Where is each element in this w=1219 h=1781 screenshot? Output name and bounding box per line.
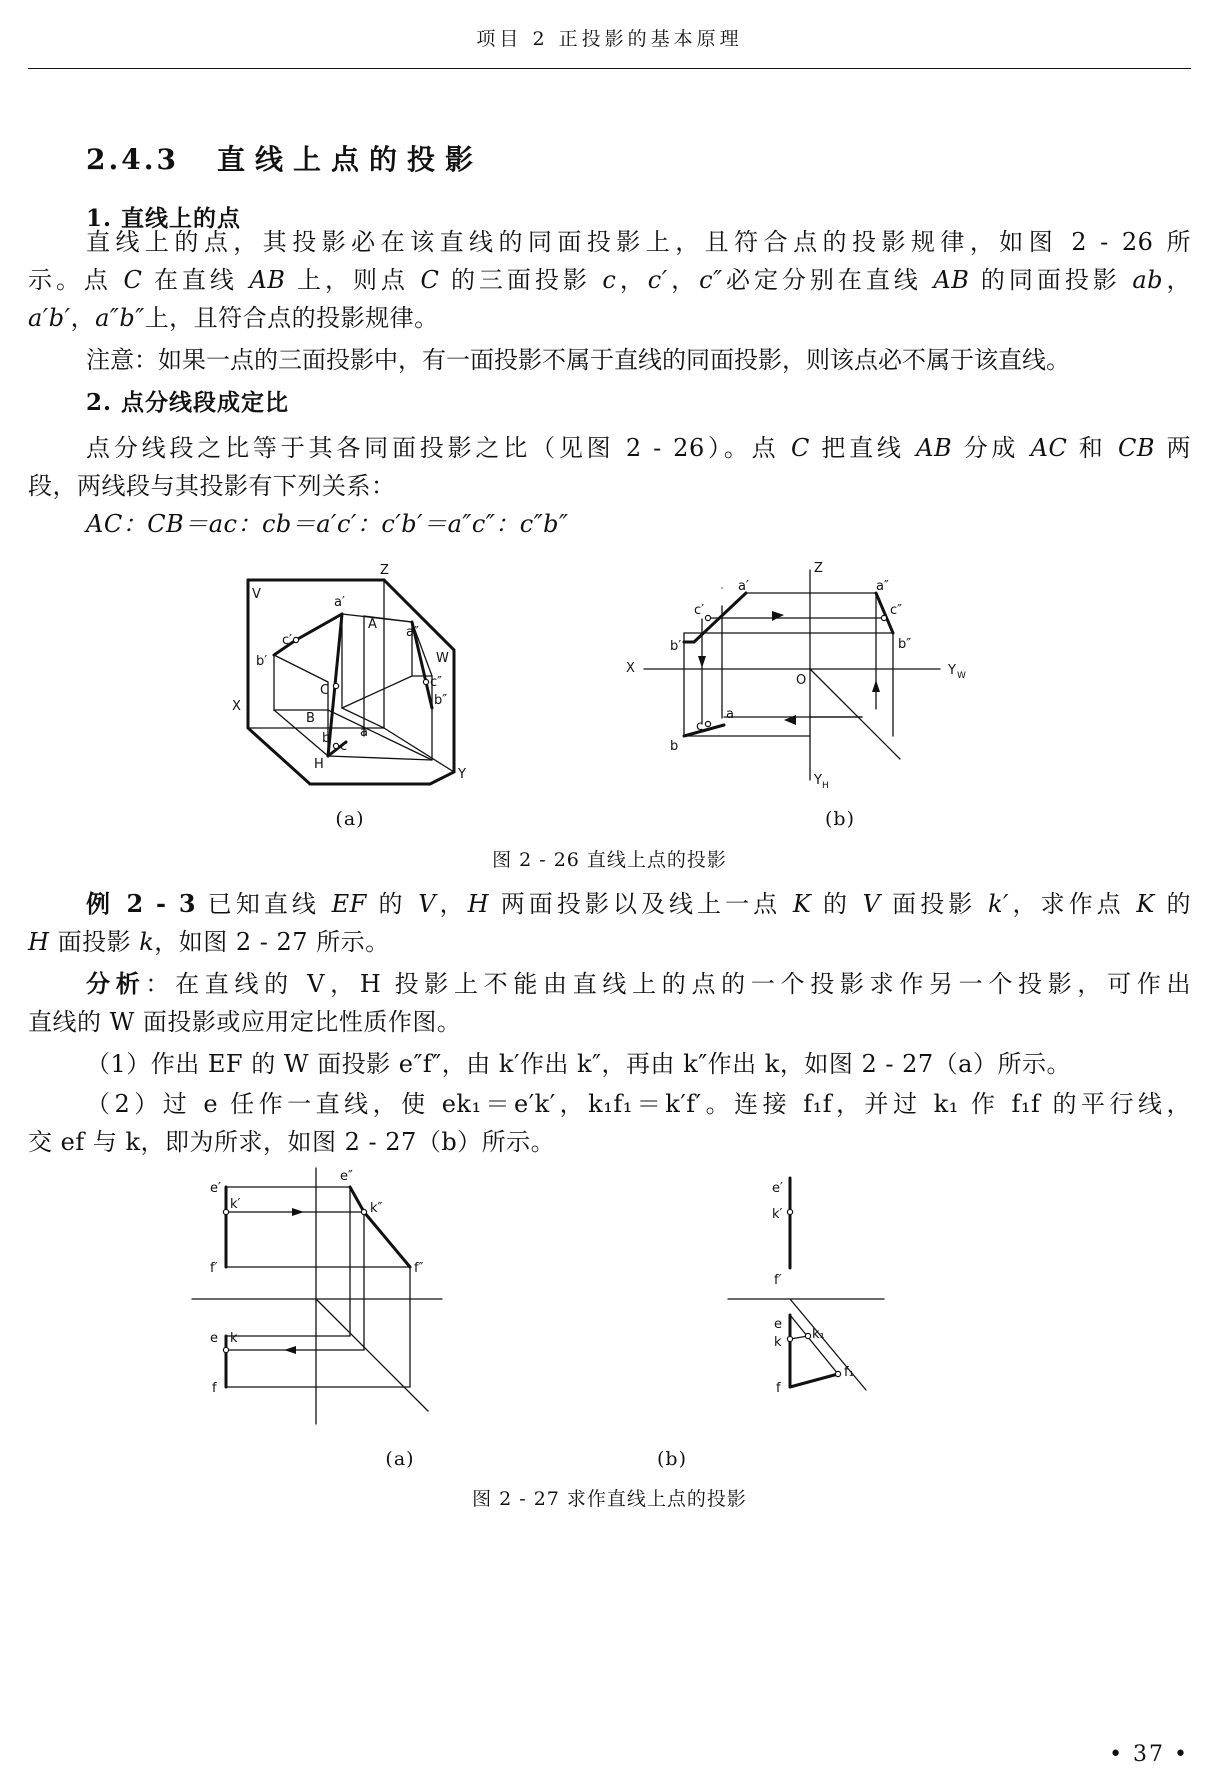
fig27-sub-b: (b) xyxy=(657,1448,687,1470)
section-number: 2.4.3 xyxy=(86,143,179,176)
figure-2-26-b xyxy=(614,560,974,800)
fig27-sub-a: (a) xyxy=(385,1448,415,1470)
svg-text:c″: c″ xyxy=(890,603,903,618)
svg-text:Z: Z xyxy=(380,563,389,578)
svg-text:b: b xyxy=(670,739,679,754)
svg-text:k″: k″ xyxy=(370,1201,383,1216)
subheading-1: 1. 直线上的点 xyxy=(86,205,242,232)
svg-text:c″: c″ xyxy=(430,675,443,690)
svg-text:Y: Y xyxy=(948,663,956,678)
svg-text:k′: k′ xyxy=(772,1207,783,1222)
svg-text:f′: f′ xyxy=(210,1261,218,1276)
example-line1: 例 2 - 3 已知直线 EF 的 V，H 两面投影以及线上一点 K 的 V 面投影 k′，求作点 K 的 xyxy=(86,889,1191,918)
step-2-line1: （2）过 e 任作一直线，使 ek₁＝e′k′，k₁f₁＝k′f′。连接 f₁f，并过 k₁ 作 f₁f 的平行线， xyxy=(86,1090,1191,1118)
figure-2-27-a xyxy=(188,1160,458,1434)
fig27-caption: 图 2 - 27 求作直线上点的投影 xyxy=(472,1488,747,1510)
svg-text:e: e xyxy=(774,1317,782,1332)
svg-text:c′: c′ xyxy=(694,603,705,618)
svg-text:c: c xyxy=(340,739,348,754)
svg-text:k: k xyxy=(774,1335,782,1350)
figure-2-26-a xyxy=(232,560,506,800)
svg-text:A: A xyxy=(368,617,377,632)
example-line2: H 面投影 k，如图 2 - 27 所示。 xyxy=(28,928,390,956)
w-projection-construction-diagram xyxy=(188,1160,458,1430)
ratio-construction-diagram xyxy=(716,1160,896,1430)
subheading-2: 2. 点分线段成定比 xyxy=(86,389,290,416)
svg-text:Y: Y xyxy=(814,773,822,788)
svg-text:c: c xyxy=(696,719,704,734)
svg-text:e″: e″ xyxy=(340,1169,353,1184)
svg-text:e′: e′ xyxy=(210,1181,221,1196)
note: 注意：如果一点的三面投影中，有一面投影不属于直线的同面投影，则该点必不属于该直线。 xyxy=(86,346,1070,374)
step-1: （1）作出 EF 的 W 面投影 e″f″，由 k′作出 k″，再由 k″作出 k，如图 2 - 27（a）所示。 xyxy=(86,1050,1071,1078)
figure-2-27-b xyxy=(716,1160,896,1434)
analysis-line1: 分析：在直线的 V，H 投影上不能由直线上的点的一个投影求作另一个投影，可作出 xyxy=(86,969,1191,998)
svg-text:H: H xyxy=(314,757,324,772)
step-2-line2: 交 ef 与 k，即为所求，如图 2 - 27（b）所示。 xyxy=(28,1128,556,1156)
svg-text:f″: f″ xyxy=(414,1261,424,1276)
svg-text:W: W xyxy=(957,671,966,681)
header-rule xyxy=(28,68,1191,69)
svg-text:a: a xyxy=(726,707,734,722)
svg-text:b′: b′ xyxy=(256,654,268,669)
fig26-caption: 图 2 - 26 直线上点的投影 xyxy=(492,849,727,871)
svg-text:e′: e′ xyxy=(772,1181,783,1196)
svg-text:a: a xyxy=(360,725,368,740)
svg-text:b′: b′ xyxy=(670,639,682,654)
svg-text:f: f xyxy=(776,1381,781,1396)
p1-line2: 示。点 C 在直线 AB 上，则点 C 的三面投影 c，c′，c″必定分别在直线 AB 的同面投影 ab， xyxy=(28,266,1191,294)
svg-text:b″: b″ xyxy=(434,693,448,708)
svg-text:V: V xyxy=(252,587,261,602)
svg-text:a′: a′ xyxy=(334,595,345,610)
p1-line1: 直线上的点，其投影必在该直线的同面投影上，且符合点的投影规律，如图 2 - 26 所 xyxy=(86,228,1191,256)
svg-text:k: k xyxy=(230,1331,238,1346)
fig26-sub-a: (a) xyxy=(335,808,365,830)
svg-text:W: W xyxy=(436,651,449,666)
svg-text:Y: Y xyxy=(458,767,466,782)
svg-text:b: b xyxy=(322,731,331,746)
svg-text:f′: f′ xyxy=(774,1273,782,1288)
svg-text:f₁: f₁ xyxy=(844,1365,854,1380)
svg-text:C: C xyxy=(320,683,330,698)
svg-text:c′: c′ xyxy=(282,633,293,648)
svg-text:a″: a″ xyxy=(876,579,889,594)
three-view-projection-diagram xyxy=(614,560,974,796)
svg-text:e: e xyxy=(210,1331,218,1346)
svg-text:k′: k′ xyxy=(230,1197,241,1212)
fig26-sub-b: (b) xyxy=(825,808,855,830)
page-number: • 37 • xyxy=(1109,1742,1189,1767)
svg-text:f: f xyxy=(212,1381,217,1396)
svg-text:b″: b″ xyxy=(898,637,912,652)
p2-line1: 点分线段之比等于其各同面投影之比（见图 2 - 26）。点 C 把直线 AB 分成 AC 和 CB 两 xyxy=(86,434,1191,462)
analysis-line2: 直线的 W 面投影或应用定比性质作图。 xyxy=(28,1008,462,1036)
svg-text:H: H xyxy=(822,781,829,791)
p1-line3: a′b′，a″b″上，且符合点的投影规律。 xyxy=(28,304,439,332)
svg-text:B: B xyxy=(306,711,315,726)
oblique-projection-diagram xyxy=(232,560,506,796)
svg-text:a″: a″ xyxy=(406,625,419,640)
section-title: 直线上点的投影 xyxy=(216,143,483,176)
svg-text:X: X xyxy=(626,661,635,676)
svg-text:X: X xyxy=(232,699,241,714)
svg-text:a′: a′ xyxy=(738,579,749,594)
running-header: 项目 2 正投影的基本原理 xyxy=(476,28,743,50)
svg-text:k₁: k₁ xyxy=(812,1327,825,1342)
section-heading xyxy=(86,138,483,178)
svg-text:O: O xyxy=(796,673,807,688)
p2-line2: 段，两线段与其投影有下列关系： xyxy=(28,472,396,500)
ratio-formula: AC：CB＝ac：cb＝a′c′：c′b′＝a″c″：c″b″ xyxy=(86,510,569,538)
svg-text:Z: Z xyxy=(814,561,823,576)
